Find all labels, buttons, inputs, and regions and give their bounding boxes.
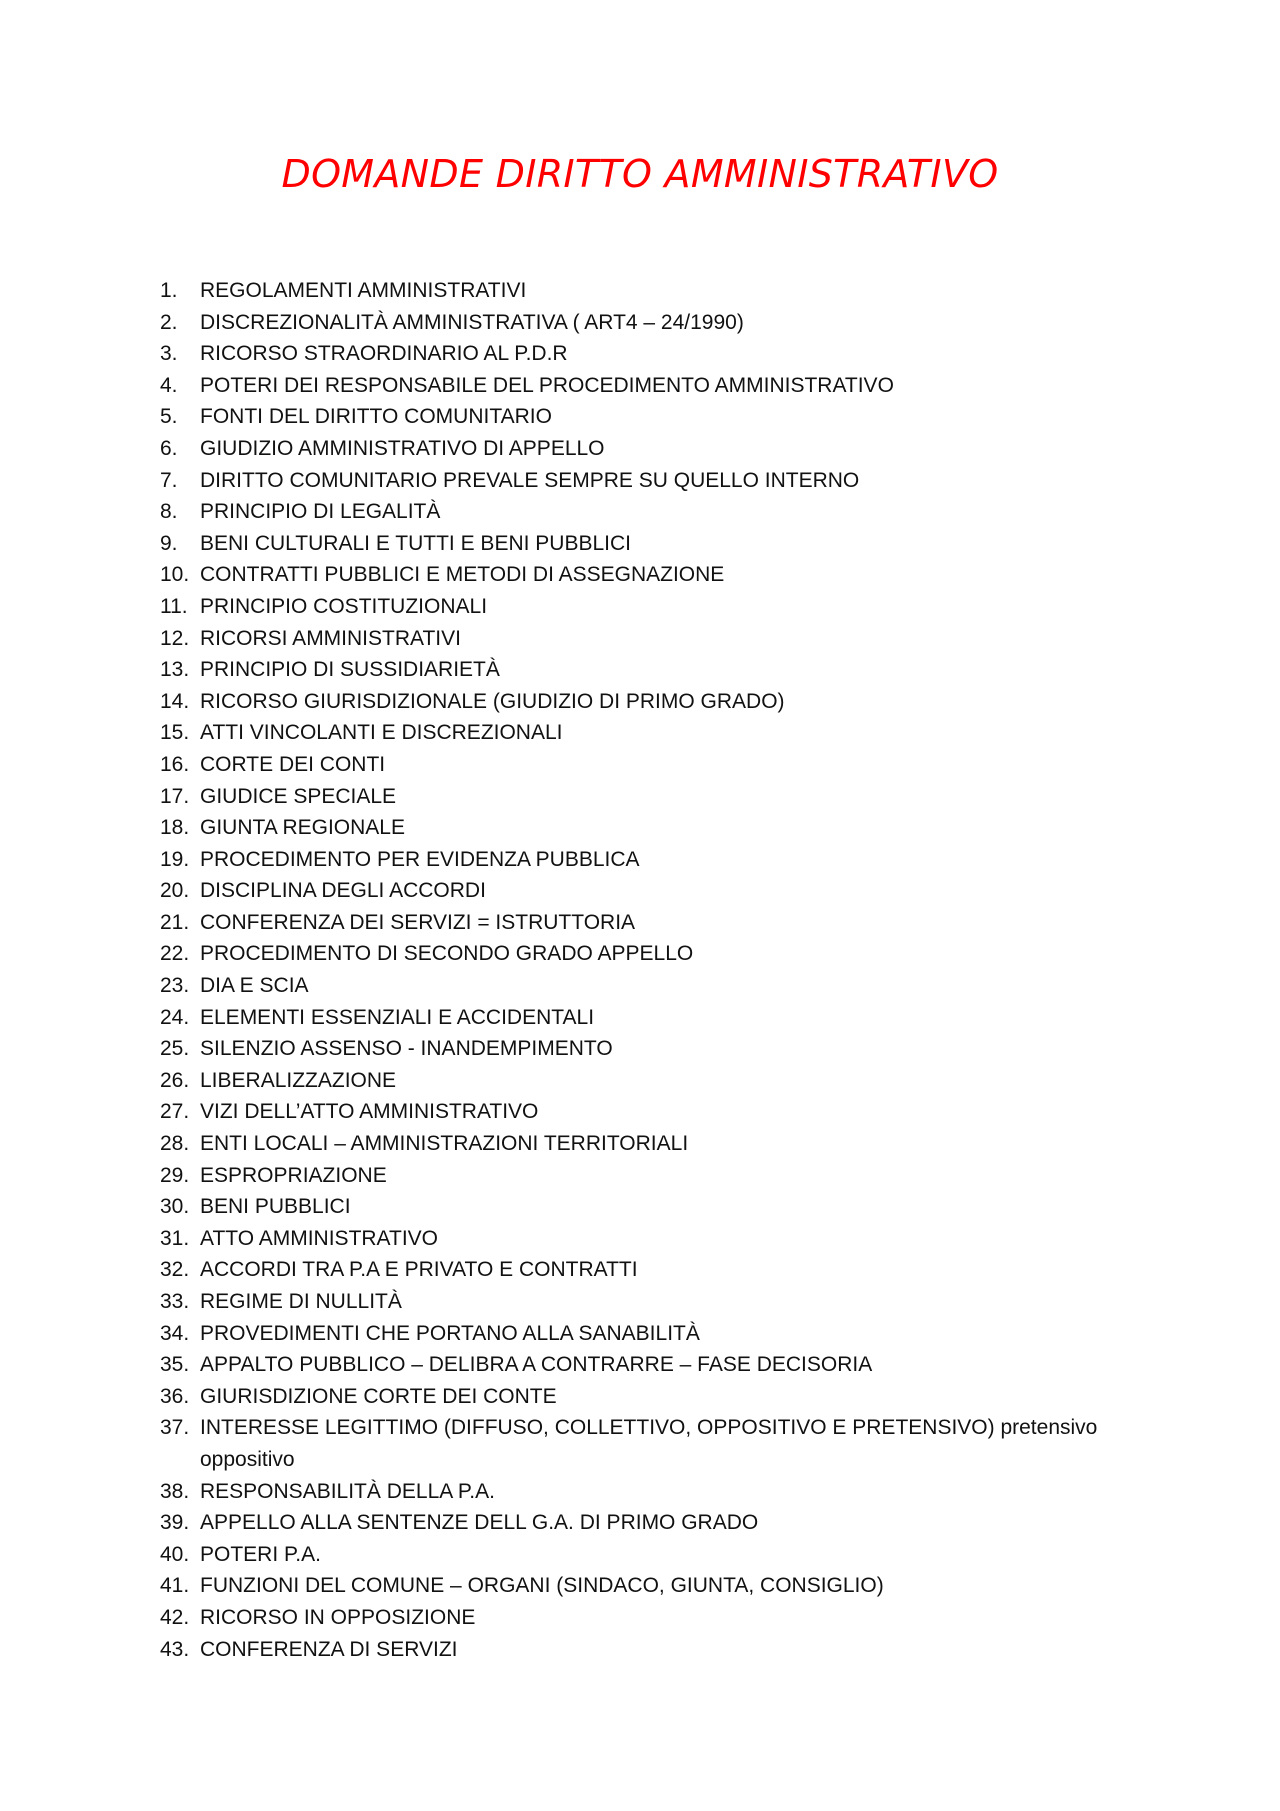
list-item <box>160 370 1120 402</box>
list-item-number: 18. <box>160 816 190 840</box>
list-item-number: 8. <box>160 500 178 524</box>
list-item-number: 11. <box>160 594 188 618</box>
list-item <box>160 1191 1120 1223</box>
list-item <box>160 875 1120 907</box>
list-item <box>160 591 1120 623</box>
list-item <box>160 938 1120 970</box>
list-item-text: FUNZIONI DEL COMUNE – ORGANI (SINDACO, GIUNTA, CONSIGLIO) <box>200 1574 884 1598</box>
list-item-text: PRINCIPIO DI SUSSIDIARIETÀ <box>200 658 500 682</box>
list-item-number: 40. <box>160 1542 190 1566</box>
list-item-text: CONFERENZA DI SERVIZI <box>200 1637 458 1661</box>
list-item-number: 25. <box>160 1037 190 1061</box>
list-item-number: 30. <box>160 1195 190 1219</box>
list-item-number: 42. <box>160 1605 190 1629</box>
list-item <box>160 654 1120 686</box>
list-item-text: DIRITTO COMUNITARIO PREVALE SEMPRE SU QUELLO INTERNO <box>200 468 860 492</box>
list-item <box>160 1286 1120 1318</box>
list-item <box>160 1412 1120 1475</box>
list-item <box>160 1507 1120 1539</box>
list-item-number: 38. <box>160 1479 190 1503</box>
list-item <box>160 1065 1120 1097</box>
list-item-number: 21. <box>160 910 190 934</box>
list-item <box>160 1539 1120 1571</box>
list-item-number: 3. <box>160 342 178 366</box>
list-item-number: 32. <box>160 1258 190 1282</box>
list-item-text: BENI CULTURALI E TUTTI E BENI PUBBLICI <box>200 531 631 555</box>
list-item-number: 7. <box>160 468 178 492</box>
list-item-number: 37. <box>160 1416 190 1440</box>
list-item-number: 17. <box>160 784 190 808</box>
list-item-text: ESPROPRIAZIONE <box>200 1163 387 1187</box>
list-item-text: LIBERALIZZAZIONE <box>200 1068 397 1092</box>
list-item-text: ATTI VINCOLANTI E DISCREZIONALI <box>200 721 563 745</box>
list-item-text: ELEMENTI ESSENZIALI E ACCIDENTALI <box>200 1005 595 1029</box>
list-item-text: GIUDICE SPECIALE <box>200 784 397 808</box>
list-item-text: RICORSO IN OPPOSIZIONE <box>200 1605 476 1629</box>
list-item-text: APPELLO ALLA SENTENZE DELL G.A. DI PRIMO GRADO <box>200 1511 759 1535</box>
list-item-number: 43. <box>160 1637 190 1661</box>
list-item <box>160 528 1120 560</box>
list-item <box>160 1128 1120 1160</box>
list-item-number: 9. <box>160 531 178 555</box>
list-item-text: PROVEDIMENTI CHE PORTANO ALLA SANABILITÀ <box>200 1321 700 1345</box>
list-item <box>160 1634 1120 1666</box>
list-item <box>160 1570 1120 1602</box>
list-item-number: 23. <box>160 974 190 998</box>
list-item-number: 2. <box>160 310 178 334</box>
list-item-number: 20. <box>160 879 190 903</box>
list-item-number: 41. <box>160 1574 190 1598</box>
list-item-number: 19. <box>160 847 190 871</box>
list-item <box>160 844 1120 876</box>
list-item <box>160 307 1120 339</box>
list-item <box>160 559 1120 591</box>
list-item <box>160 401 1120 433</box>
list-item <box>160 496 1120 528</box>
list-item-number: 22. <box>160 942 190 966</box>
list-item <box>160 1002 1120 1034</box>
list-item-text: RESPONSABILITÀ DELLA P.A. <box>200 1479 495 1503</box>
list-item-text: CORTE DEI CONTI <box>200 752 386 776</box>
list-item-text: PROCEDIMENTO DI SECONDO GRADO APPELLO <box>200 942 694 966</box>
question-list <box>160 275 1120 1665</box>
list-item <box>160 275 1120 307</box>
list-item-text: PROCEDIMENTO PER EVIDENZA PUBBLICA <box>200 847 640 871</box>
list-item-number: 16. <box>160 752 190 776</box>
list-item <box>160 1381 1120 1413</box>
list-item-number: 13. <box>160 658 190 682</box>
list-item-number: 35. <box>160 1353 190 1377</box>
list-item-text: ENTI LOCALI – AMMINISTRAZIONI TERRITORIALI <box>200 1132 689 1156</box>
list-item-number: 10. <box>160 563 190 587</box>
list-item-text: REGIME DI NULLITÀ <box>200 1290 402 1313</box>
list-item <box>160 749 1120 781</box>
list-item <box>160 907 1120 939</box>
list-item-text: PRINCIPIO COSTITUZIONALI <box>200 594 488 618</box>
list-item-number: 15. <box>160 721 190 745</box>
list-item <box>160 465 1120 497</box>
list-item <box>160 781 1120 813</box>
list-item <box>160 1476 1120 1508</box>
list-item-text: APPALTO PUBBLICO – DELIBRA A CONTRARRE – FASE DECISORIA <box>200 1353 873 1377</box>
list-item-number: 33. <box>160 1290 190 1313</box>
list-item-text: DISCIPLINA DEGLI ACCORDI <box>200 879 486 903</box>
list-item <box>160 970 1120 1002</box>
list-item <box>160 1033 1120 1065</box>
list-item-text: RICORSI AMMINISTRATIVI <box>200 626 461 650</box>
list-item-number: 24. <box>160 1005 190 1029</box>
list-item-number: 28. <box>160 1132 190 1156</box>
list-item <box>160 717 1120 749</box>
list-item-text: DIA E SCIA <box>200 974 309 998</box>
list-item-text: DISCREZIONALITÀ AMMINISTRATIVA ( ART4 – 24/1990) <box>200 310 744 334</box>
list-item-text: ATTO AMMINISTRATIVO <box>200 1226 439 1250</box>
list-item-number: 12. <box>160 626 190 650</box>
list-item <box>160 1318 1120 1350</box>
list-item-text: CONFERENZA DEI SERVIZI = ISTRUTTORIA <box>200 910 636 934</box>
list-item-number: 1. <box>160 279 178 302</box>
list-item-number: 27. <box>160 1100 190 1124</box>
list-item-number: 5. <box>160 405 178 429</box>
list-item <box>160 623 1120 655</box>
list-item <box>160 1096 1120 1128</box>
list-item-number: 36. <box>160 1384 190 1408</box>
list-item-number: 26. <box>160 1068 190 1092</box>
list-item-number: 34. <box>160 1321 190 1345</box>
list-item <box>160 686 1120 718</box>
list-item-number: 29. <box>160 1163 190 1187</box>
list-item-text: REGOLAMENTI AMMINISTRATIVI <box>200 279 527 302</box>
document-title: DOMANDE DIRITTO AMMINISTRATIVO <box>281 152 999 196</box>
list-item <box>160 1160 1120 1192</box>
list-item-text: FONTI DEL DIRITTO COMUNITARIO <box>200 405 552 429</box>
list-item <box>160 338 1120 370</box>
list-item <box>160 1254 1120 1286</box>
list-item-number: 31. <box>160 1226 190 1250</box>
list-item-number: 39. <box>160 1511 190 1535</box>
list-item-text: SILENZIO ASSENSO - INANDEMPIMENTO <box>200 1037 613 1061</box>
list-item-text: POTERI DEI RESPONSABILE DEL PROCEDIMENTO AMMINISTRATIVO <box>200 373 894 397</box>
list-item-number: 14. <box>160 689 190 713</box>
list-item-text: INTERESSE LEGITTIMO (DIFFUSO, COLLETTIVO, OPPOSITIVO E PRETENSIVO) pretensivo oppositivo <box>200 1416 1098 1471</box>
list-item-text: RICORSO STRAORDINARIO AL P.D.R <box>200 342 568 366</box>
list-item-text: RICORSO GIURISDIZIONALE (GIUDIZIO DI PRIMO GRADO) <box>200 689 785 713</box>
list-item-text: CONTRATTI PUBBLICI E METODI DI ASSEGNAZIONE <box>200 563 725 587</box>
list-item <box>160 1349 1120 1381</box>
list-item-text: PRINCIPIO DI LEGALITÀ <box>200 500 441 524</box>
list-item-text: ACCORDI TRA P.A E PRIVATO E CONTRATTI <box>200 1258 638 1282</box>
list-item-number: 4. <box>160 373 178 397</box>
list-item-text: GIUNTA REGIONALE <box>200 816 405 840</box>
list-item-text: GIURISDIZIONE CORTE DEI CONTE <box>200 1384 557 1408</box>
list-item <box>160 1223 1120 1255</box>
list-item-text: VIZI DELL’ATTO AMMINISTRATIVO <box>200 1100 539 1124</box>
list-item-text: BENI PUBBLICI <box>200 1195 351 1219</box>
list-item-text: GIUDIZIO AMMINISTRATIVO DI APPELLO <box>200 436 605 460</box>
list-item <box>160 1602 1120 1634</box>
list-item-number: 6. <box>160 436 178 460</box>
list-item-text: POTERI P.A. <box>200 1542 321 1566</box>
list-item <box>160 812 1120 844</box>
list-item <box>160 433 1120 465</box>
